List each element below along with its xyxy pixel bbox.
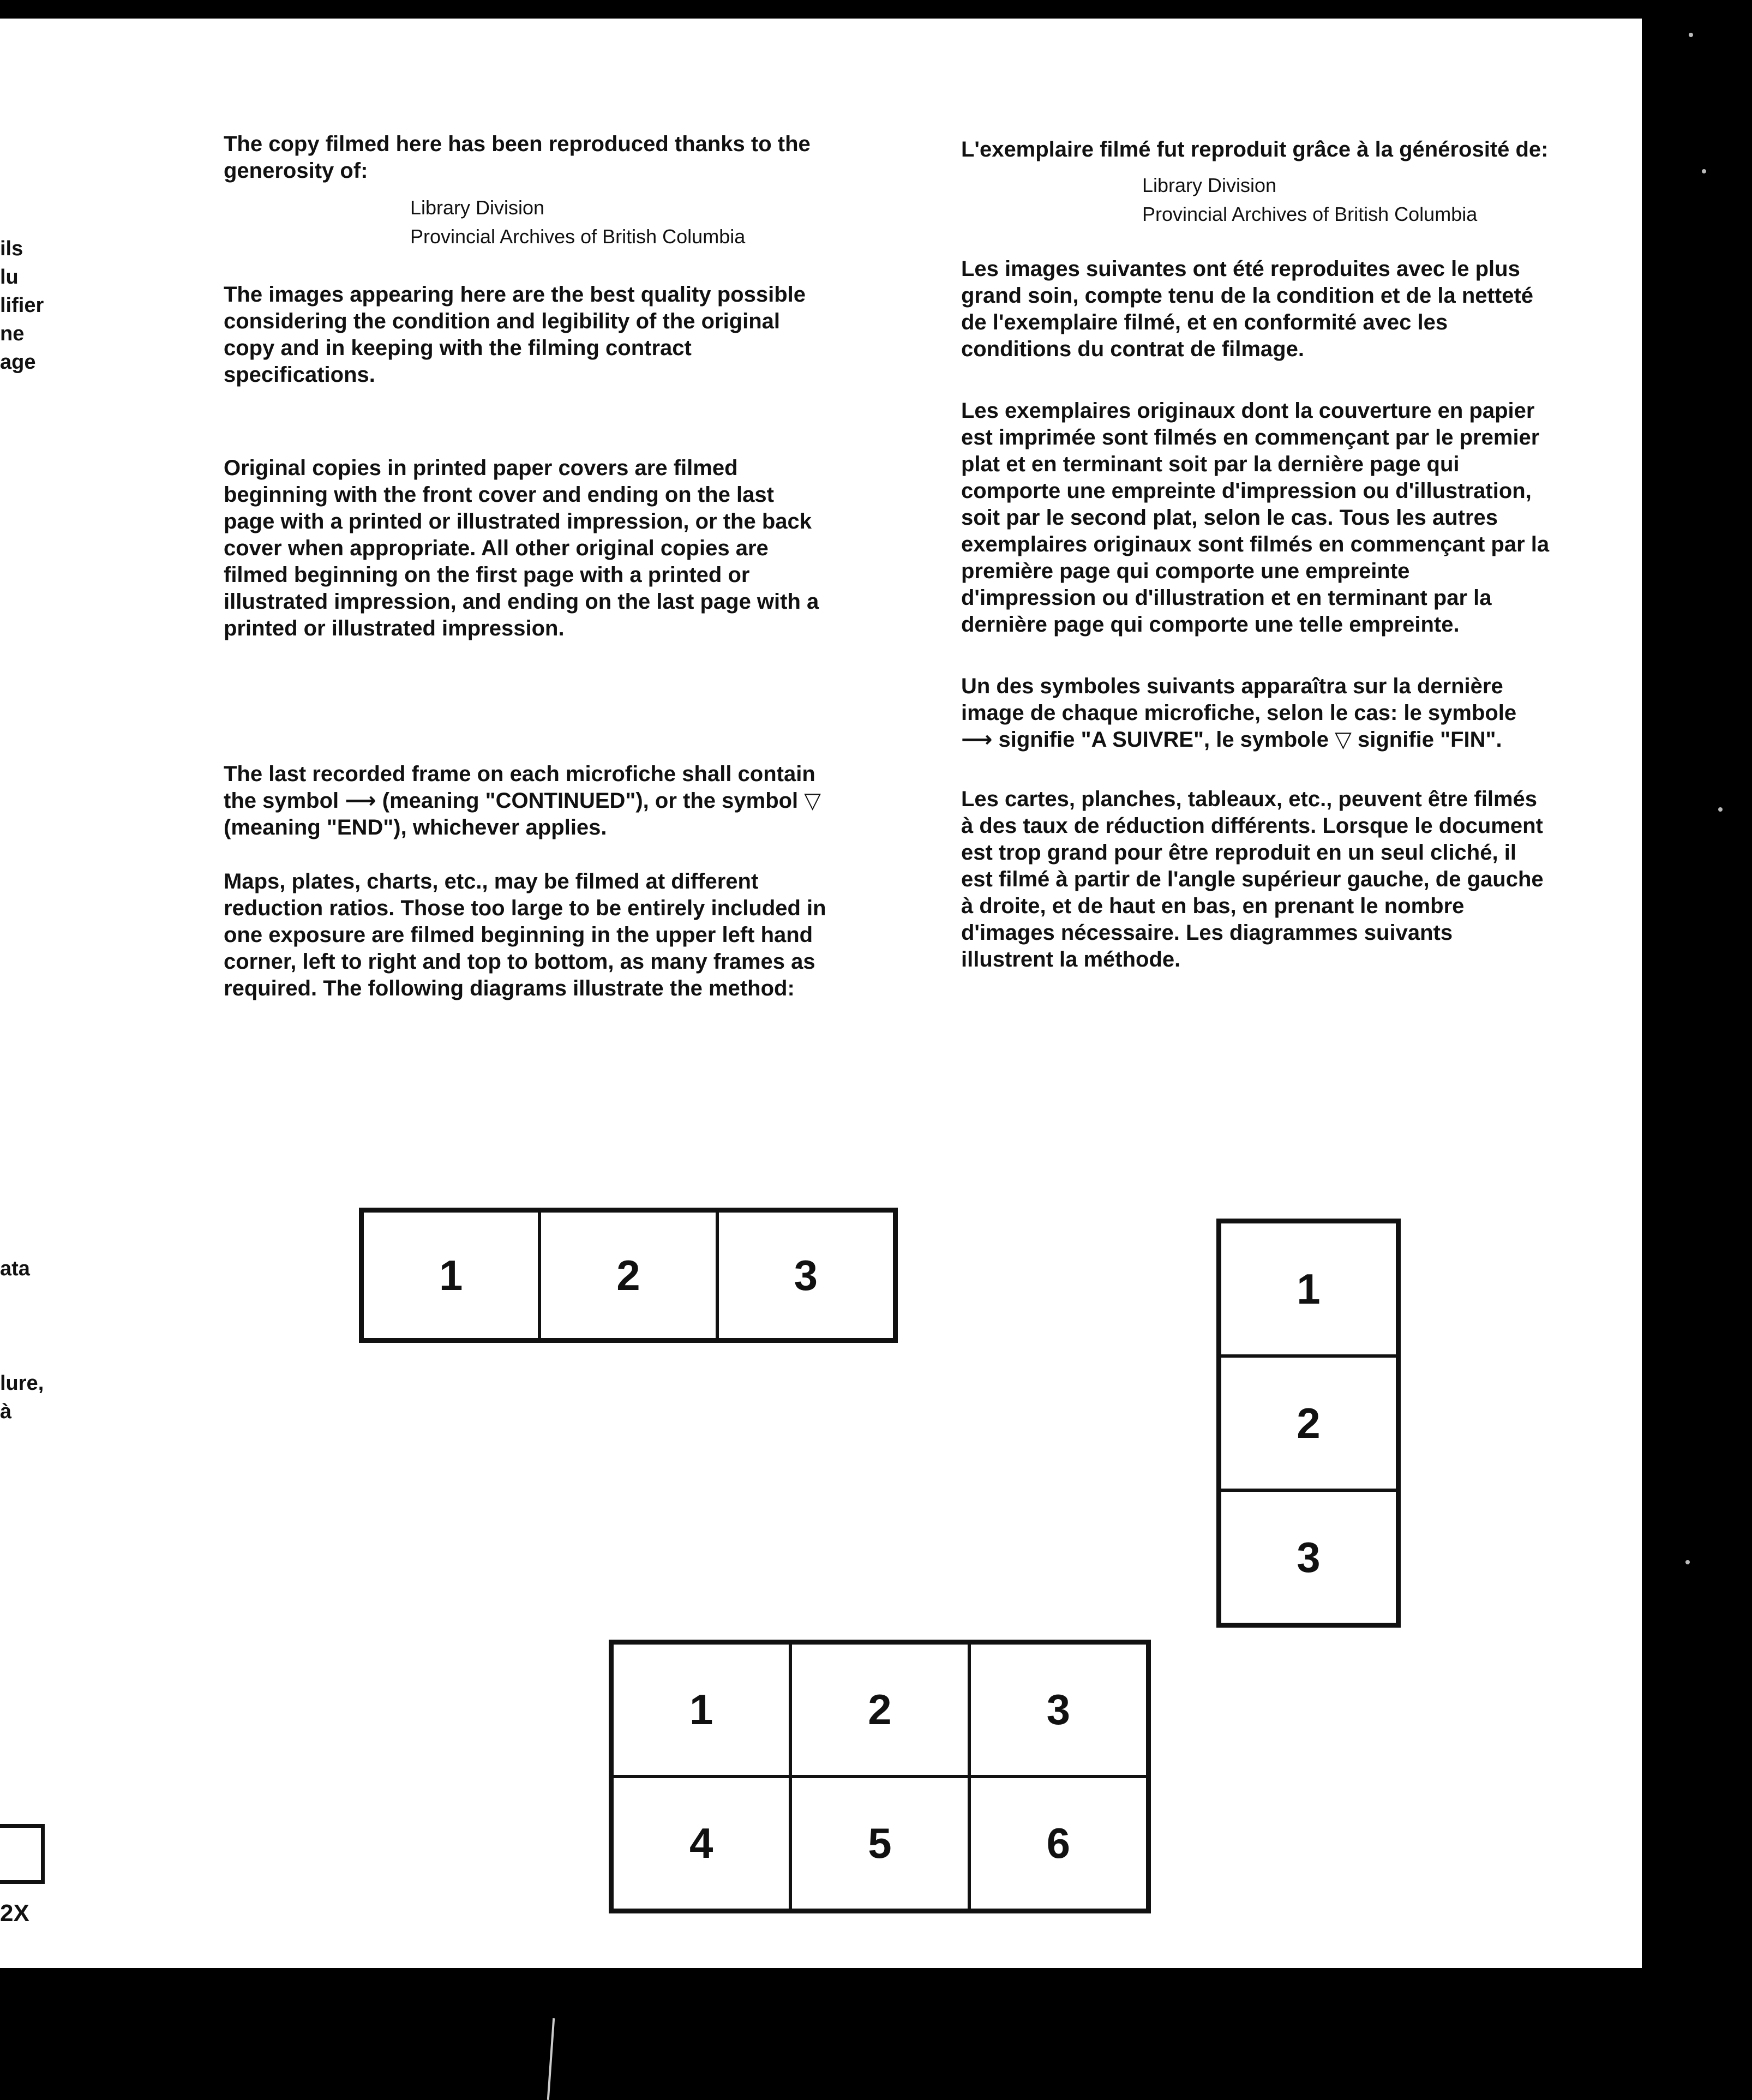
maps-text-en: Maps, plates, charts, etc., may be filmed at different reduction ratios. Those too large to be entirely included in one exposure are filmed beginning in the upper left hand corner, left to right and top to bottom, as many frames as required. The following diagrams illustrate the method:	[224, 869, 826, 1000]
edge-line: ils	[0, 237, 23, 260]
prev-page-text-mid	[0, 1255, 30, 1283]
french-column	[961, 136, 1550, 973]
covers-text-fr: Les exemplaires originaux dont la couverture en papier est imprimée sont filmés en commençant par le premier plat et en terminant soit par la dernière page qui comporte une empreinte d'impression ou d'illustration, soit par le second plat, selon le cas. Tous les autres exemplaires originaux sont filmés en commençant par la première page qui comporte une empreinte d'impression ou d'illustration et en terminant par la dernière page qui comporte une telle empreinte.	[961, 399, 1550, 637]
frame-cell: 4	[612, 1777, 790, 1910]
edge-line: ne	[0, 322, 25, 345]
film-speck	[1689, 33, 1693, 37]
film-speck	[1685, 1560, 1690, 1564]
edge-line: lu	[0, 266, 19, 289]
symbols-text-part: signifie "A SUIVRE", le symbole	[998, 728, 1329, 752]
resolution-target-box	[0, 1824, 45, 1884]
frame-cell: 1	[362, 1211, 539, 1340]
arrow-right-icon: ⟶	[961, 728, 993, 752]
arrow-right-icon: ⟶	[345, 789, 376, 813]
triangle-down-icon: ▽	[1335, 728, 1352, 752]
frame-cell: 2	[1220, 1356, 1397, 1490]
symbols-text-en	[224, 761, 829, 841]
film-scratch	[547, 2018, 555, 2100]
ack-text-en: The copy filmed here has been reproduced thanks to the generosity of:	[224, 132, 811, 183]
frame-cell: 1	[612, 1643, 790, 1777]
covers-text-en: Original copies in printed paper covers are filmed beginning with the front cover and ending on the last page with a printed or illustrated impression, or the back cover when appropriate. All other original copies are filmed beginning on the first page with a printed or illustrated impression, and ending on the last page with a printed or illustrated impression.	[224, 456, 819, 640]
symbols-text-part: Un des symboles suivants apparaîtra sur la dernière image de chaque microfiche, selon le cas: le symbole	[961, 674, 1517, 725]
institution-fr	[1142, 171, 1550, 229]
ack-text-fr: L'exemplaire filmé fut reproduit grâce à la générosité de:	[961, 137, 1549, 161]
film-speck	[1702, 169, 1706, 173]
symbols-text-part: The last recorded frame on each microfiche shall contain the symbol	[224, 762, 815, 813]
frame-cell: 3	[969, 1643, 1148, 1777]
diagram-grid	[609, 1640, 1151, 1913]
maps-text-fr: Les cartes, planches, tableaux, etc., peuvent être filmés à des taux de réduction différents. Lorsque le document est trop grand pour être reproduit en un seul cliché, il est filmé à partir de l'angle supérieur gauche, de gauche à droite, et de haut en bas, en prenant le nombre d'images nécessaire. Les diagrammes suivants illustrent la méthode.	[961, 787, 1544, 971]
diagram-column	[1216, 1219, 1401, 1628]
edge-line: lifier	[0, 294, 44, 317]
triangle-down-icon: ▽	[804, 789, 821, 813]
prev-page-text-top	[0, 235, 44, 376]
frame-cell: 2	[790, 1643, 969, 1777]
frame-cell: 6	[969, 1777, 1148, 1910]
edge-line: à	[0, 1400, 12, 1423]
symbols-text-part: (meaning "CONTINUED"), or the symbol	[382, 789, 799, 813]
edge-line: age	[0, 351, 36, 374]
frame-cell: 1	[1220, 1222, 1397, 1356]
film-speck	[1718, 807, 1723, 812]
frame-cell: 3	[717, 1211, 895, 1340]
quality-text-fr: Les images suivantes ont été reproduites avec le plus grand soin, compte tenu de la condition et de la netteté de l'exemplaire filmé, et en conformité avec les conditions du contrat de filmage.	[961, 257, 1534, 361]
symbols-text-part: (meaning "END"), whichever applies.	[224, 815, 607, 839]
quality-text-en: The images appearing here are the best quality possible considering the condition and legibility of the original copy and in keeping with the filming contract specifications.	[224, 283, 806, 387]
edge-line: ata	[0, 1257, 30, 1280]
institution-line: Library Division	[1142, 174, 1277, 196]
frame-cell: 3	[1220, 1490, 1397, 1624]
symbols-text-fr	[961, 673, 1550, 753]
reduction-ratio-label: 2X	[0, 1900, 29, 1927]
frame-cell: 2	[539, 1211, 717, 1340]
english-column	[224, 131, 829, 1002]
edge-line: lure,	[0, 1372, 44, 1395]
institution-line: Library Division	[410, 196, 545, 219]
institution-line: Provincial Archives of British Columbia	[1142, 203, 1478, 225]
prev-page-text-low	[0, 1369, 44, 1426]
institution-line: Provincial Archives of British Columbia	[410, 225, 746, 248]
frame-cell: 5	[790, 1777, 969, 1910]
previous-page-edge	[0, 19, 129, 1968]
symbols-text-part: signifie "FIN".	[1357, 728, 1502, 752]
institution-en	[410, 193, 829, 251]
diagram-row	[359, 1208, 898, 1343]
